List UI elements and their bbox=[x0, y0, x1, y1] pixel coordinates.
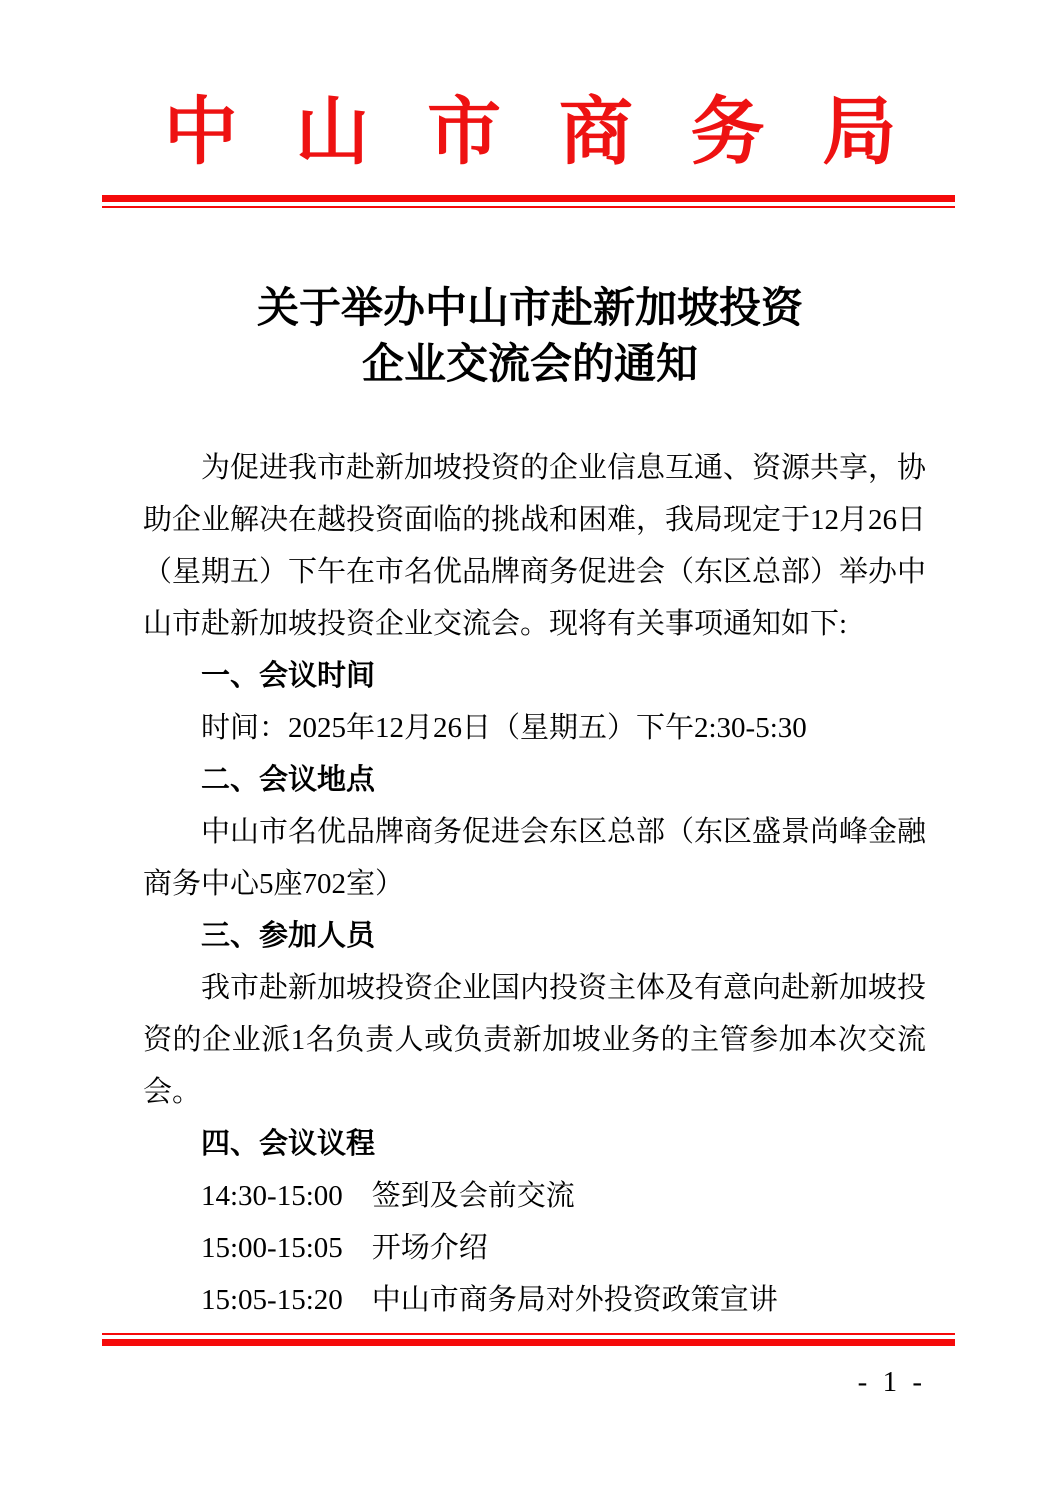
section-heading-2-meeting-place: 二、会议地点 bbox=[201, 764, 376, 796]
section-3-paragraph: 我市赴新加坡投资企业国内投资主体及有意向赴新加坡投资的企业派1名负责人或负责新加坡业务的主管参加本次交流会。 bbox=[143, 972, 927, 1108]
document-body bbox=[143, 442, 926, 1326]
footer-rule-thick bbox=[102, 1339, 955, 1346]
section-heading-3-participants: 三、参加人员 bbox=[201, 920, 376, 952]
section-heading-1-meeting-time: 一、会议时间 bbox=[201, 660, 376, 692]
section-2-paragraph: 中山市名优品牌商务促进会东区总部（东区盛景尚峰金融商务中心5座702室） bbox=[143, 816, 927, 900]
agenda-item-1: 14:30-15:00 签到及会前交流 bbox=[201, 1180, 575, 1212]
document-title-line1: 关于举办中山市赴新加坡投资 bbox=[256, 286, 803, 332]
header-double-rule bbox=[102, 195, 955, 208]
section-heading-4-agenda: 四、会议议程 bbox=[201, 1128, 376, 1160]
intro-paragraph: 为促进我市赴新加坡投资的企业信息互通、资源共享，协助企业解决在越投资面临的挑战和困难，我局现定于12月26日（星期五）下午在市名优品牌商务促进会（东区总部）举办中山市赴新加坡投资企业交流会。现将有关事项通知如下: bbox=[143, 452, 927, 640]
document-title-line2: 企业交流会的通知 bbox=[361, 342, 698, 388]
agenda-item-2: 15:00-15:05 开场介绍 bbox=[201, 1232, 488, 1264]
document-title bbox=[0, 281, 1060, 393]
agenda-item-3: 15:05-15:20 中山市商务局对外投资政策宣讲 bbox=[201, 1284, 778, 1316]
footer-rule-thin bbox=[102, 1333, 955, 1335]
section-1-paragraph: 时间：2025年12月26日（星期五）下午2:30-5:30 bbox=[201, 712, 807, 744]
header-rule-thick bbox=[102, 195, 955, 202]
header-rule-thin bbox=[102, 206, 955, 208]
page-number: - 1 - bbox=[857, 1366, 926, 1398]
footer-double-rule bbox=[102, 1333, 955, 1346]
agency-letterhead: 中山市商务局 bbox=[163, 92, 955, 174]
